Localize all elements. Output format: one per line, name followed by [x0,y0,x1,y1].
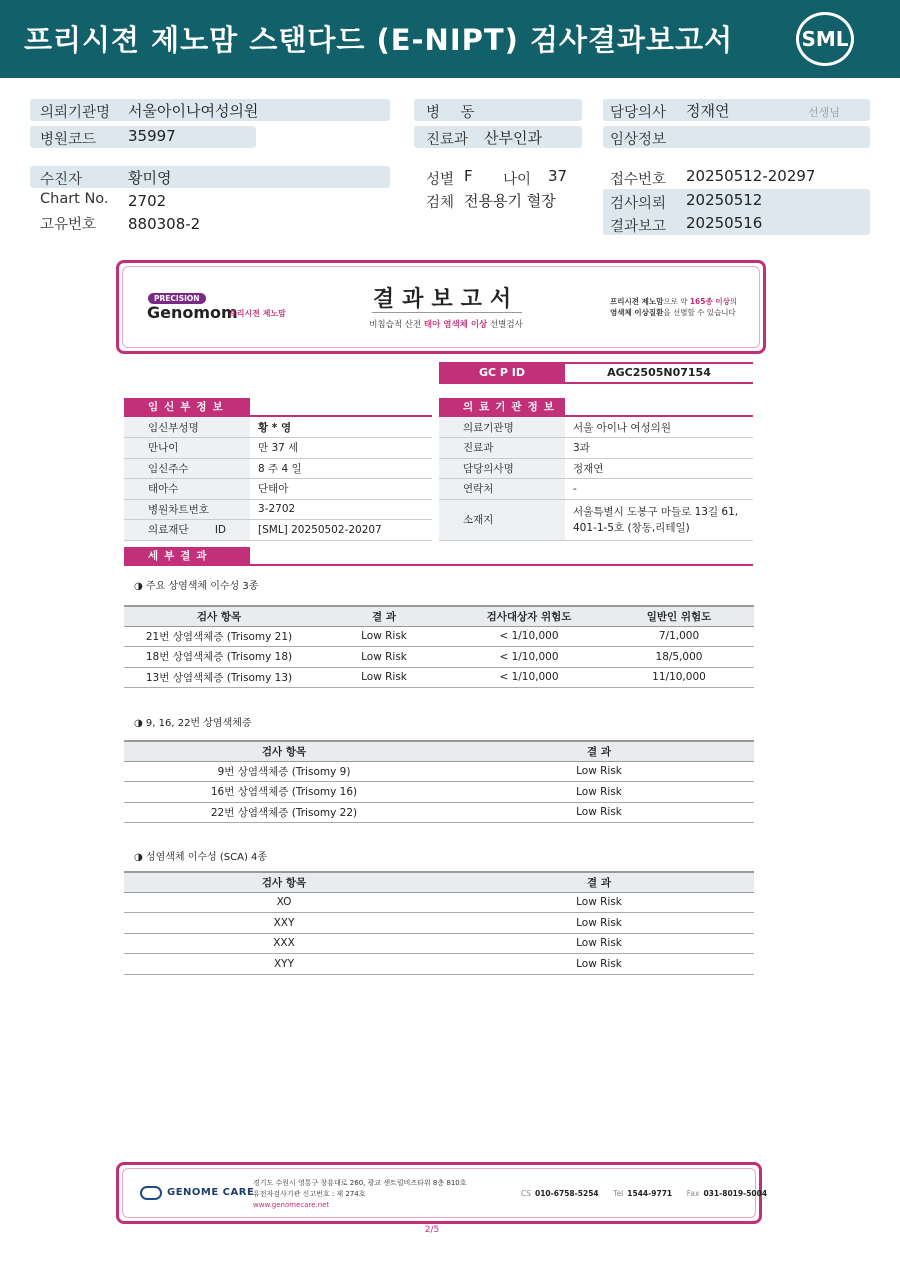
table-cell: Low Risk [314,667,454,688]
section1-table [124,605,754,688]
clinical-label: 임상정보 [610,132,667,148]
sex-value: F [464,167,473,185]
table-cell: XXX [124,933,444,954]
column-header: 검사 항목 [124,741,444,761]
report-title-divider [372,312,522,313]
pregnant-info-table [124,417,432,541]
info-value: - [565,479,753,500]
table-row [124,892,754,913]
column-header: 결 과 [444,741,754,761]
page-number: 2/5 [424,1225,440,1235]
patient-label: 수진자 [40,172,83,188]
patient-value: 황미영 [128,169,172,187]
request-label: 검사의뢰 [610,196,667,212]
doctor-value: 정재연 [686,102,730,120]
info-row [124,479,432,500]
column-header: 결 과 [314,606,454,626]
table-cell: Low Risk [444,761,754,782]
specimen-label: 검체 [426,195,455,211]
table-row [124,647,754,668]
info-key: 담당의사명 [439,458,565,479]
info-row [439,458,753,479]
info-key: 만나이 [124,438,250,459]
table-cell: < 1/10,000 [454,626,604,647]
column-header: 검사 항목 [124,606,314,626]
table-cell: Low Risk [444,913,754,934]
table-cell: 9번 상염색체증 (Trisomy 9) [124,761,444,782]
genome-care-name: GENOME CARE [167,1187,255,1198]
section2-title: ◑ 9, 16, 22번 상염색체증 [134,718,252,729]
info-key: 임신부성명 [124,417,250,438]
section2-table [124,740,754,823]
specimen-value: 전용용기 혈장 [464,192,556,210]
details-line [250,564,753,566]
column-header: 검사 항목 [124,872,444,892]
chart-label: Chart No. [40,191,109,207]
column-header: 일반인 위험도 [604,606,754,626]
column-header: 검사대상자 위험도 [454,606,604,626]
precision-tag: PRECISION [148,293,206,304]
info-value: 서울특별시 도봉구 마들로 13길 61, 401-1-5호 (창동,리테일) [565,499,753,540]
gcp-id-label: GC P ID [439,362,565,384]
report-right-note: 프리시젼 제노맘으로 약 165종 이상의 염색체 이상질환을 선별할 수 있습니다 [610,297,738,317]
sml-logo-text: SML [801,27,849,51]
unique-value: 880308-2 [128,215,201,233]
column-header: 결 과 [444,872,754,892]
table-cell: XXY [124,913,444,934]
info-key: 병원차트번호 [124,499,250,520]
table-cell: 16번 상염색체증 (Trisomy 16) [124,782,444,803]
table-cell: Low Risk [444,954,754,975]
info-value: [SML] 20250502-20207 [250,520,432,541]
info-value: 3과 [565,438,753,459]
table-cell: 7/1,000 [604,626,754,647]
info-value: 8 주 4 일 [250,458,432,479]
doctor-suffix: 선생님 [808,106,840,119]
table-cell: Low Risk [444,782,754,803]
table-cell: < 1/10,000 [454,647,604,668]
report-value: 20250516 [686,214,763,232]
hospital-code-value: 35997 [128,127,176,145]
info-row [439,499,753,540]
patient-pill [30,166,390,188]
top-header [0,0,900,78]
page-title: 프리시젼 제노맘 스탠다드 (E-NIPT) 검사결과보고서 [24,23,734,57]
table-cell: Low Risk [444,802,754,823]
details-header: 세부결과 [124,547,250,566]
footer-contact: CS 010-6758-5254 Tel 1544-9771 Fax 031-8019-5004 [521,1189,768,1198]
hospital-code-label: 병원코드 [40,132,97,148]
gcp-id-value: AGC2505N07154 [565,362,753,384]
table-cell: 18번 상염색체증 (Trisomy 18) [124,647,314,668]
age-value: 37 [548,167,568,185]
sml-logo [796,12,854,66]
table-row [124,802,754,823]
table-row [124,667,754,688]
info-value: 서울 아이나 여성의원 [565,417,753,438]
info-value: 3-2702 [250,499,432,520]
chart-value: 2702 [128,192,167,210]
info-row [124,499,432,520]
info-key: 태아수 [124,479,250,500]
doctor-label: 담당의사 [610,105,667,121]
unique-label: 고유번호 [40,217,97,233]
genomom-logo: Genomom [147,303,238,322]
info-value: 단태아 [250,479,432,500]
table-row [124,761,754,782]
info-row [124,417,432,438]
table-cell: XYY [124,954,444,975]
table-cell: 22번 상염색체증 (Trisomy 22) [124,802,444,823]
receipt-label: 접수번호 [610,172,667,188]
info-key: 의료재단 ID [124,520,250,541]
institution-value: 서울아이나여성의원 [128,102,259,120]
info-row [124,458,432,479]
table-cell: Low Risk [314,647,454,668]
info-value: 황 * 영 [250,417,432,438]
table-cell: 11/10,000 [604,667,754,688]
info-value: 정재연 [565,458,753,479]
department-value: 산부인과 [484,129,542,147]
table-cell: 13번 상염색체증 (Trisomy 13) [124,667,314,688]
age-label: 나이 [503,172,532,188]
section1-title: ◑ 주요 상염색체 이수성 3종 [134,581,259,592]
institution-info-header: 의료기관정보 [439,398,565,417]
info-row [439,479,753,500]
department-label: 진료과 [426,132,469,148]
table-row [124,782,754,803]
table-cell: XO [124,892,444,913]
info-value: 만 37 세 [250,438,432,459]
table-cell: 18/5,000 [604,647,754,668]
footer-address: 경기도 수원시 영통구 창룡대로 260, 광교 센트럴비즈타워 8층 810호 유전자검사기관 신고번호 : 제 274호 www.genomecare.net [253,1179,467,1209]
info-row [124,520,432,541]
section3-title: ◑ 성염색체 이수성 (SCA) 4종 [134,852,268,863]
institution-label: 의뢰기관명 [40,105,111,121]
table-cell: < 1/10,000 [454,667,604,688]
section3-table [124,871,754,975]
request-value: 20250512 [686,191,763,209]
table-cell: Low Risk [314,626,454,647]
table-row [124,913,754,934]
info-row [124,438,432,459]
table-row [124,626,754,647]
genome-care-logo-icon [140,1186,162,1200]
info-key: 임신주수 [124,458,250,479]
sex-label: 성별 [426,172,455,188]
table-row [124,933,754,954]
info-row [439,417,753,438]
institution-info-table [439,417,753,541]
report-label: 결과보고 [610,219,667,235]
receipt-value: 20250512-20297 [686,167,816,185]
info-key: 의료기관명 [439,417,565,438]
report-subtitle: 비침습적 산전 태아 염색체 이상 선별검사 [369,320,523,330]
footer-url[interactable]: www.genomecare.net [253,1201,330,1209]
info-key: 진료과 [439,438,565,459]
pregnant-info-header: 임신부정보 [124,398,250,417]
table-row [124,954,754,975]
table-cell: 21번 상염색체증 (Trisomy 21) [124,626,314,647]
genomom-sub: 프리시젼 제노맘 [229,309,286,318]
ward-label: 병 동 [426,105,483,121]
table-cell: Low Risk [444,892,754,913]
report-title: 결과보고서 [372,287,520,312]
info-key: 연락처 [439,479,565,500]
info-key: 소재지 [439,499,565,540]
table-cell: Low Risk [444,933,754,954]
info-row [439,438,753,459]
